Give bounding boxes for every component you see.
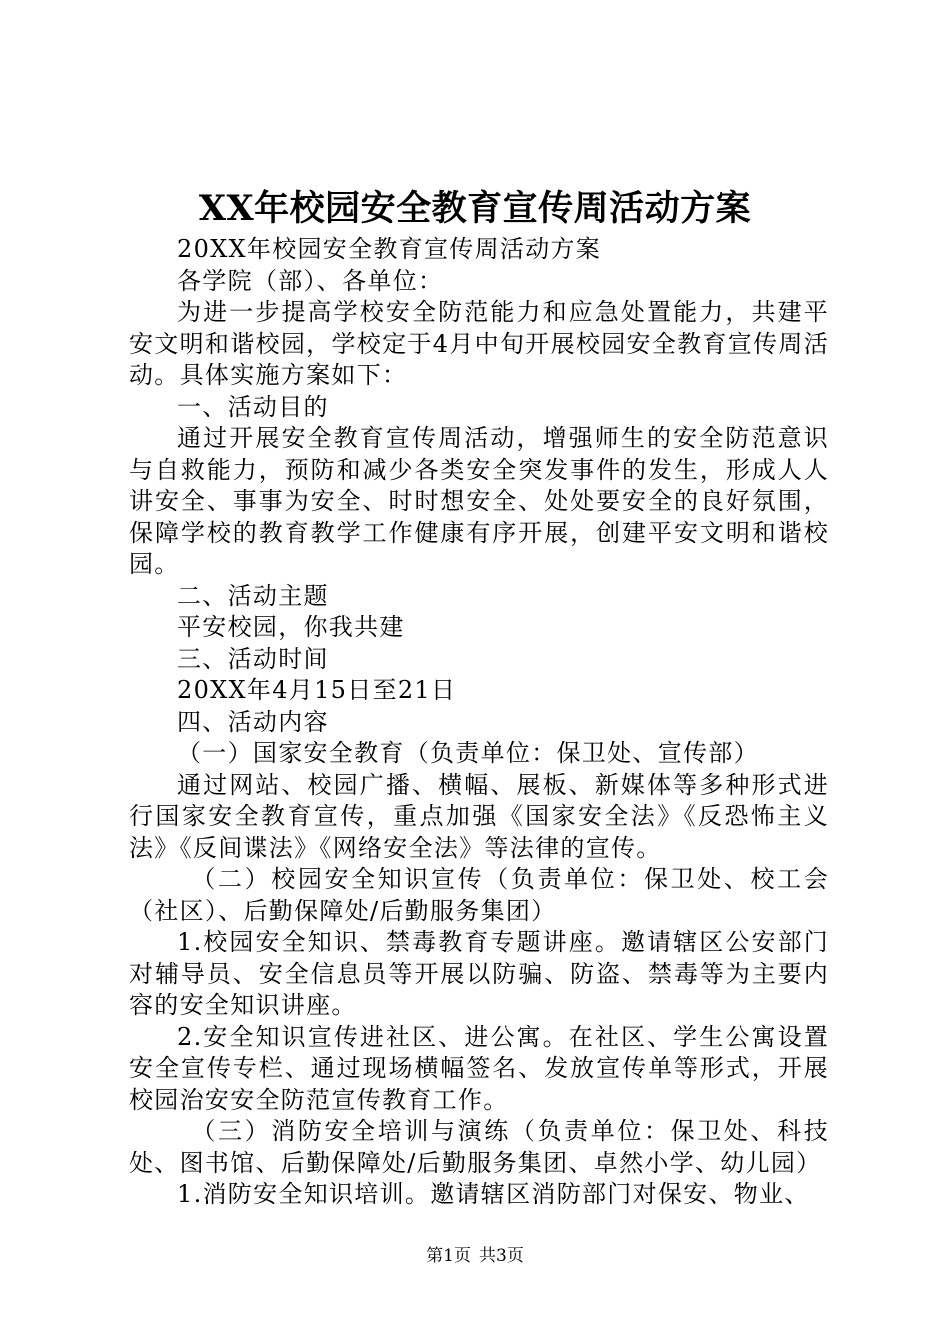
paragraph-fire-safety-1: 1.消防安全知识培训。邀请辖区消防部门对保安、物业、	[177, 1180, 810, 1208]
subsection-heading-national-security: （一）国家安全教育（负责单位：保卫处、宣传部）	[177, 739, 759, 767]
page-number-total: 共3页	[479, 1246, 524, 1266]
paragraph-campus-safety-1: 1.校园安全知识、禁毒教育专题讲座。邀请辖区公安部门对辅导员、安全信息员等开展以防骗、防盗、禁毒等为主要内容的安全知识讲座。	[129, 928, 829, 1019]
paragraph-intro: 为进一步提高学校安全防范能力和应急处置能力，共建平安文明和谐校园，学校定于4月中旬开展校园安全教育宣传周活动。具体实施方案如下：	[129, 298, 829, 389]
document-body	[129, 234, 829, 1211]
document-title: XX年校园安全教育宣传周活动方案	[198, 188, 752, 229]
section-heading-theme: 二、活动主题	[177, 581, 329, 610]
paragraph-time: 20XX年4月15日至21日	[177, 676, 457, 704]
page-number-current: 第1页	[426, 1246, 471, 1266]
section-heading-content: 四、活动内容	[177, 707, 329, 736]
paragraph-salutation: 各学院（部）、各单位：	[177, 266, 444, 295]
page-footer	[0, 1244, 950, 1268]
section-heading-purpose: 一、活动目的	[177, 392, 329, 421]
paragraph-purpose: 通过开展安全教育宣传周活动，增强师生的安全防范意识与自救能力，预防和减少各类安全突发事件的发生，形成人人讲安全、事事为安全、时时想安全、处处要安全的良好氛围，保障学校的教育教学工作健康有序开展，创建平安文明和谐校园。	[129, 424, 829, 578]
paragraph-campus-safety-2: 2.安全知识宣传进社区、进公寓。在社区、学生公寓设置安全宣传专栏、通过现场横幅签名、发放宣传单等形式，开展校园治安安全防范宣传教育工作。	[129, 1022, 829, 1114]
subsection-heading-campus-safety: （二）校园安全知识宣传（负责单位：保卫处、校工会（社区）、后勤保障处/后勤服务集团）	[129, 865, 829, 925]
section-heading-time: 三、活动时间	[177, 644, 329, 673]
paragraph-theme: 平安校园，你我共建	[177, 613, 405, 641]
paragraph-national-security: 通过网站、校园广播、横幅、展板、新媒体等多种形式进行国家安全教育宣传，重点加强《国家安全法》《反恐怖主义法》《反间谍法》《网络安全法》等法律的宣传。	[129, 770, 829, 862]
subsection-heading-fire-safety: （三）消防安全培训与演练（负责单位：保卫处、科技处、图书馆、后勤保障处/后勤服务集团、卓然小学、幼儿园）	[129, 1117, 829, 1177]
paragraph-subtitle: 20XX年校园安全教育宣传周活动方案	[177, 235, 602, 263]
